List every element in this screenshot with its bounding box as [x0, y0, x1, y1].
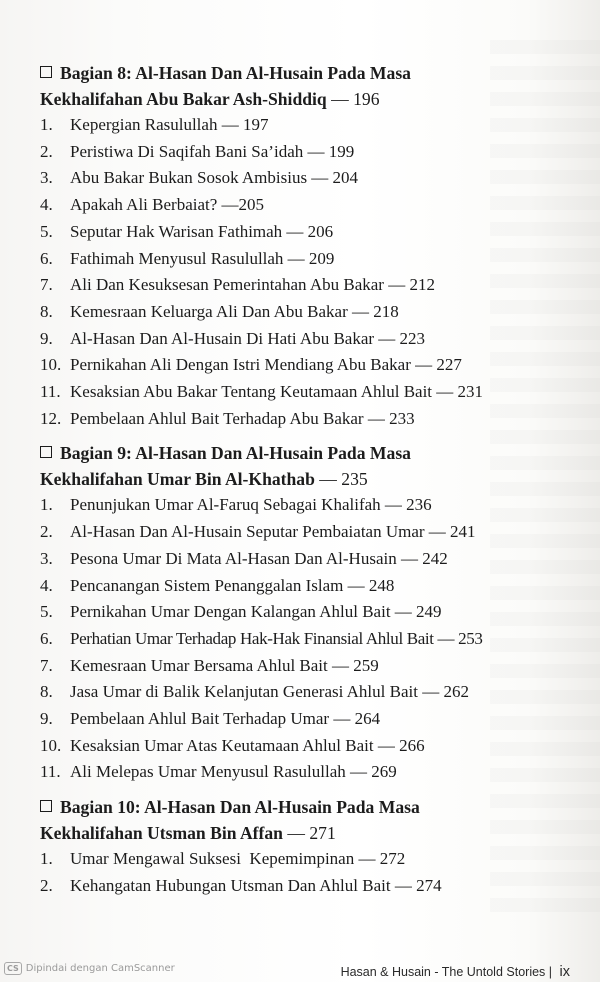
item-number: 12. [40, 408, 62, 428]
section-heading [40, 60, 570, 112]
toc-item [40, 246, 570, 273]
toc-item-list [40, 112, 570, 432]
item-number: 11. [40, 382, 61, 402]
item-text: Apakah Ali Berbaiat? —205 [70, 195, 265, 215]
toc-item [40, 219, 570, 246]
item-text: Pesona Umar Di Mata Al-Hasan Dan Al-Husain — 242 [70, 548, 448, 568]
section-heading [40, 440, 570, 492]
item-text: Abu Bakar Bukan Sosok Ambisius — 204 [70, 168, 359, 188]
toc-item [40, 112, 570, 139]
checkbox-icon [40, 66, 52, 78]
item-text: Kesaksian Umar Atas Keutamaan Ahlul Bait — 266 [70, 735, 425, 755]
toc-item [40, 599, 570, 626]
toc-item [40, 272, 570, 299]
item-number: 10. [40, 735, 62, 755]
section-heading-line1: Bagian 8: Al-Hasan Dan Al-Husain Pada Masa [60, 63, 411, 83]
checkbox-icon [40, 446, 52, 458]
toc-item [40, 379, 570, 406]
item-text: Ali Melepas Umar Menyusul Rasulullah — 269 [70, 762, 397, 782]
toc-section [40, 60, 570, 432]
item-text: Kehangatan Hubungan Utsman Dan Ahlul Bait — 274 [70, 875, 442, 895]
item-text: Kepergian Rasulullah — 197 [70, 115, 269, 134]
toc-item [40, 626, 570, 653]
item-number: 3. [40, 168, 53, 188]
section-heading-line1: Bagian 9: Al-Hasan Dan Al-Husain Pada Masa [60, 443, 411, 464]
toc-section [40, 794, 570, 899]
item-number: 6. [40, 628, 53, 648]
section-heading-line2: Kekhalifahan Utsman Bin Affan [40, 823, 283, 844]
toc-item [40, 352, 570, 379]
toc-item [40, 165, 570, 192]
item-text: Pembelaan Ahlul Bait Terhadap Umar — 264 [70, 709, 381, 729]
item-number: 11. [40, 762, 61, 782]
toc-section [40, 440, 570, 786]
toc-item [40, 299, 570, 326]
item-text: Kemesraan Keluarga Ali Dan Abu Bakar — 218 [70, 301, 399, 321]
item-text: Penunjukan Umar Al-Faruq Sebagai Khalifah — 236 [70, 495, 432, 515]
toc-item [40, 573, 570, 600]
item-text: Al-Hasan Dan Al-Husain Di Hati Abu Bakar — 223 [70, 328, 426, 348]
toc-item [40, 406, 570, 433]
scanner-watermark [4, 962, 175, 975]
item-text: Pernikahan Ali Dengan Istri Mendiang Abu Bakar — 227 [70, 355, 462, 375]
toc-item [40, 653, 570, 680]
item-text: Perhatian Umar Terhadap Hak-Hak Finansial Ahlul Bait — 253 [70, 628, 483, 648]
item-number: 4. [40, 575, 53, 595]
camscanner-logo: CS [4, 962, 22, 975]
item-number: 5. [40, 221, 53, 241]
item-number: 2. [40, 141, 53, 161]
section-heading [40, 794, 570, 846]
item-text: Seputar Hak Warisan Fathimah — 206 [70, 221, 334, 241]
toc-item-list [40, 492, 570, 786]
item-number: 6. [40, 248, 53, 268]
toc-item [40, 192, 570, 219]
toc-item-list [40, 846, 570, 899]
item-text: Pembelaan Ahlul Bait Terhadap Abu Bakar — 233 [70, 408, 415, 428]
item-number: 4. [40, 195, 53, 215]
item-number: 9. [40, 709, 53, 729]
item-text: Kemesraan Umar Bersama Ahlul Bait — 259 [70, 655, 379, 675]
item-text: Jasa Umar di Balik Kelanjutan Generasi Ahlul Bait — 262 [70, 682, 469, 702]
item-number: 2. [40, 522, 53, 542]
item-number: 3. [40, 548, 53, 568]
item-text: Fathimah Menyusul Rasulullah — 209 [70, 248, 335, 268]
toc-item [40, 759, 570, 786]
section-page-number: — 196 [326, 89, 380, 109]
scanner-text: Dipindai dengan CamScanner [25, 963, 175, 974]
item-number: 2. [40, 875, 53, 895]
item-number: 1. [40, 495, 53, 515]
toc-item [40, 519, 570, 546]
footer-separator: | [548, 965, 553, 979]
checkbox-icon [40, 800, 52, 812]
item-number: 10. [40, 355, 62, 375]
item-number: 8. [40, 682, 53, 702]
section-heading-line2: Kekhalifahan Umar Bin Al-Khathab [40, 469, 315, 490]
toc-item [40, 846, 570, 873]
item-number: 9. [40, 328, 53, 348]
item-number: 8. [40, 301, 53, 321]
section-page-number: — 271 [282, 823, 336, 844]
section-page-number: — 235 [314, 469, 368, 490]
toc-item [40, 546, 570, 573]
item-text: Kesaksian Abu Bakar Tentang Keutamaan Ahlul Bait — 231 [70, 382, 484, 402]
item-number: 1. [40, 849, 53, 869]
item-text: Pencanangan Sistem Penanggalan Islam — 248 [70, 575, 395, 595]
toc-item [40, 706, 570, 733]
item-text: Pernikahan Umar Dengan Kalangan Ahlul Bait — 249 [70, 602, 442, 622]
item-number: 5. [40, 602, 53, 622]
section-heading-line2: Kekhalifahan Abu Bakar Ash-Shiddiq [40, 89, 327, 109]
toc-item [40, 492, 570, 519]
item-number: 1. [40, 115, 53, 134]
page-number: ix [559, 964, 570, 980]
item-text: Ali Dan Kesuksesan Pemerintahan Abu Bakar — 212 [70, 275, 435, 295]
toc-item [40, 326, 570, 353]
item-number: 7. [40, 655, 53, 675]
toc-item [40, 873, 570, 900]
toc-item [40, 679, 570, 706]
toc-item [40, 139, 570, 166]
section-heading-line1: Bagian 10: Al-Hasan Dan Al-Husain Pada Masa [60, 797, 420, 818]
running-title: Hasan & Husain - The Untold Stories [340, 965, 546, 979]
item-text: Umar Mengawal Suksesi Kepemimpinan — 272 [70, 849, 406, 869]
item-number: 7. [40, 275, 53, 295]
toc-item [40, 733, 570, 760]
item-text: Peristiwa Di Saqifah Bani Sa’idah — 199 [70, 141, 355, 161]
item-text: Al-Hasan Dan Al-Husain Seputar Pembaiatan Umar — 241 [70, 522, 476, 542]
